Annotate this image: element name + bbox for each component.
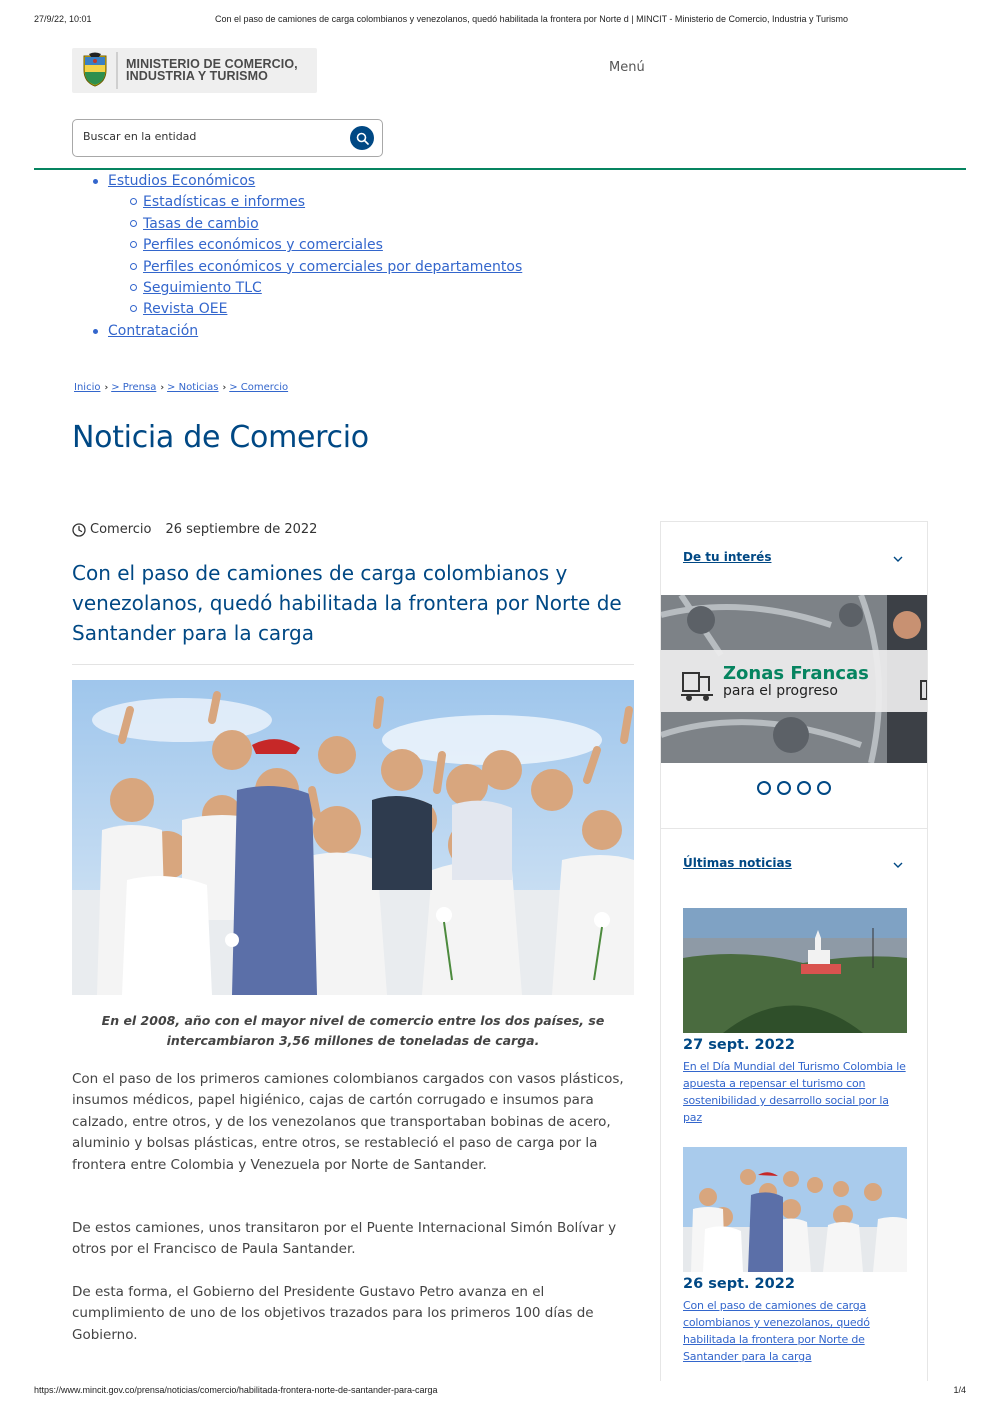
- nav-item-seguimiento-tlc[interactable]: [108, 278, 522, 299]
- logo-line-1: MINISTERIO DE COMERCIO,: [126, 57, 298, 71]
- nav-link[interactable]: Seguimiento TLC: [143, 279, 262, 296]
- header-divider: [34, 168, 966, 170]
- news-link-2[interactable]: Con el paso de camiones de carga colombianos y venezolanos, quedó habilitada la frontera por Norte de Santander para la carga: [683, 1299, 870, 1363]
- page-title: Noticia de Comercio: [72, 420, 369, 455]
- breadcrumb-inicio[interactable]: Inicio: [74, 382, 101, 393]
- news-date-2: 26 sept. 2022: [683, 1276, 795, 1292]
- nav-link[interactable]: Estadísticas e informes: [143, 194, 306, 211]
- chevron-down-icon[interactable]: [893, 554, 903, 564]
- article-meta: [72, 522, 317, 537]
- nav-link[interactable]: Perfiles económicos y comerciales por departamentos: [143, 258, 523, 275]
- news-thumbnail-1[interactable]: [683, 908, 907, 1033]
- print-url: https://www.mincit.gov.co/prensa/noticias/comercio/habilitada-frontera-norte-de-santander-para-carga: [34, 1385, 438, 1395]
- search-icon: [356, 132, 369, 145]
- search-bar: [72, 119, 383, 157]
- bullet: [93, 329, 98, 334]
- nav-link[interactable]: Perfiles económicos y comerciales: [143, 237, 383, 254]
- article-category: Comercio: [90, 522, 152, 537]
- nav-item-perfiles-departamentos[interactable]: [108, 257, 522, 278]
- print-page-number: 1/4: [953, 1385, 966, 1395]
- search-button[interactable]: [350, 126, 374, 150]
- breadcrumb-separator: ›: [160, 383, 165, 393]
- logo-text: [126, 58, 298, 82]
- nav-menu: [108, 171, 522, 342]
- carousel-indicators: [757, 781, 831, 795]
- carousel-dot-1[interactable]: [757, 781, 771, 795]
- print-datetime: 27/9/22, 10:01: [34, 14, 92, 24]
- nav-link[interactable]: Estudios Económicos: [108, 173, 256, 189]
- interest-heading[interactable]: De tu interés: [683, 550, 772, 564]
- bullet: [130, 241, 137, 248]
- article-headline: Con el paso de camiones de carga colombianos y venezolanos, quedó habilitada la frontera por Norte de Santander para la carga: [72, 561, 622, 645]
- nav-item-estadisticas[interactable]: [108, 192, 522, 213]
- nav-item-perfiles-economicos[interactable]: [108, 235, 522, 256]
- bullet: [130, 220, 137, 227]
- article-paragraph-3: De esta forma, el Gobierno del Presidente Gustavo Petro avanza en el cumplimiento de uno de los objetivos trazados para los primeros 100 días de Gobierno.: [72, 1284, 594, 1343]
- bullet: [130, 305, 137, 312]
- headline-divider: [72, 664, 634, 665]
- breadcrumb-separator: ›: [222, 383, 227, 393]
- sidebar: [660, 521, 928, 1381]
- banner-title: Zonas Francas: [723, 663, 869, 684]
- ministry-logo[interactable]: [72, 48, 317, 93]
- nav-link[interactable]: Contratación: [108, 322, 199, 339]
- nav-link[interactable]: Tasas de cambio: [143, 215, 259, 232]
- nav-item-revista-oee[interactable]: [108, 299, 522, 320]
- article-paragraph-2: De estos camiones, unos transitaron por el Puente Internacional Simón Bolívar y otros por el Francisco de Paula Santander.: [72, 1220, 617, 1258]
- carousel-dot-2[interactable]: [777, 781, 791, 795]
- chevron-down-icon[interactable]: [893, 860, 903, 870]
- latest-news-heading[interactable]: Últimas noticias: [683, 856, 792, 870]
- print-page-title: Con el paso de camiones de carga colombianos y venezolanos, quedó habilitada la frontera por Norte d | MINCIT - Ministerio de Comercio, Industria y Turismo: [215, 14, 848, 24]
- bullet: [93, 179, 98, 184]
- bullet: [130, 284, 137, 291]
- breadcrumb: [74, 382, 288, 393]
- bullet: [130, 198, 137, 205]
- nav-item-estudios-economicos[interactable]: [108, 171, 522, 192]
- breadcrumb-comercio[interactable]: > Comercio: [229, 382, 289, 393]
- print-footer: [34, 1385, 966, 1399]
- banner-subtitle: para el progreso: [723, 683, 838, 699]
- print-header: [34, 14, 966, 28]
- breadcrumb-separator: ›: [104, 383, 109, 393]
- zonas-francas-banner[interactable]: [661, 595, 927, 763]
- coat-of-arms-icon: [80, 52, 110, 88]
- breadcrumb-prensa[interactable]: > Prensa: [111, 382, 157, 393]
- news-date-1: 27 sept. 2022: [683, 1037, 795, 1053]
- crowd-thumbnail-illustration: [683, 1147, 907, 1272]
- carousel-dot-4[interactable]: [817, 781, 831, 795]
- article-photo: [72, 680, 634, 995]
- logo-divider: [116, 52, 118, 89]
- nav-link[interactable]: Revista OEE: [143, 301, 228, 318]
- logo-line-2: INDUSTRIA Y TURISMO: [126, 69, 268, 83]
- article-paragraph-1: Con el paso de los primeros camiones colombianos cargados con vasos plásticos, insumos médicos, papel higiénico, cajas de cartón corrugado e insumos para calzado, entre otros, y de los venezolanos que transportaban bobinas de acero, aluminio y bolsas plásticas, entre otros, se restableció el paso de carga por la frontera entre Colombia y Venezuela por Norte de Santander.: [72, 1071, 624, 1173]
- news-link-1[interactable]: En el Día Mundial del Turismo Colombia le apuesta a repensar el turismo con sostenibilidad y desarrollo social por la paz: [683, 1060, 906, 1124]
- bullet: [130, 263, 137, 270]
- menu-button[interactable]: Menú: [609, 60, 645, 75]
- carousel-dot-3[interactable]: [797, 781, 811, 795]
- clock-icon: [72, 523, 86, 537]
- nav-item-contratacion[interactable]: [108, 321, 522, 342]
- breadcrumb-noticias[interactable]: > Noticias: [167, 382, 219, 393]
- sidebar-divider: [661, 828, 927, 829]
- article-date: 26 septiembre de 2022: [165, 522, 318, 537]
- news-thumbnail-2[interactable]: [683, 1147, 907, 1272]
- search-input[interactable]: [83, 130, 343, 143]
- nav-item-tasas-de-cambio[interactable]: [108, 214, 522, 235]
- photo-caption: En el 2008, año con el mayor nivel de comercio entre los dos países, se intercambiaron 3,56 millones de toneladas de carga.: [101, 1013, 605, 1048]
- crowd-photo-illustration: [72, 680, 634, 995]
- bogota-landscape-illustration: [683, 908, 907, 1033]
- industrial-banner-illustration: [661, 595, 927, 763]
